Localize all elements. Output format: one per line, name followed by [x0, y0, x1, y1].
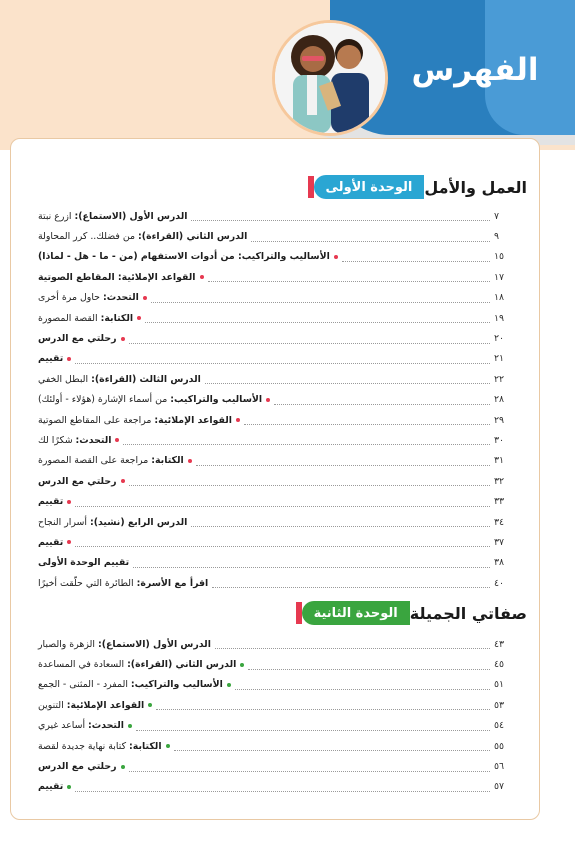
toc-row[interactable] [38, 736, 516, 756]
toc-entry-rest: أساعد غيري [38, 720, 89, 732]
toc-row[interactable] [38, 430, 516, 450]
toc-entry-title [38, 374, 201, 385]
toc-entry-lead: القواعد الإملائية: [66, 699, 145, 711]
page-number: ٤٠ [494, 577, 505, 589]
toc-entry-lead: الأساليب والتراكيب: [130, 679, 223, 691]
toc-entry-title [38, 435, 119, 446]
bullet-icon [266, 398, 270, 402]
dot-leader [342, 252, 490, 262]
toc-entry-rest: من فضلك.. كرر المحاولة [38, 231, 139, 243]
unit2-accent-bar [296, 602, 302, 624]
dot-leader [196, 456, 490, 466]
toc-entry-lead: الدرس الثاني (القراءة): [127, 659, 237, 671]
dot-leader [75, 782, 490, 792]
dot-leader [251, 232, 490, 242]
toc-row[interactable] [38, 247, 516, 267]
toc-row[interactable] [38, 675, 516, 695]
unit2-toc [38, 634, 516, 797]
page-number: ٣١ [494, 455, 505, 467]
toc-entry-lead: الكتابة: [151, 455, 184, 467]
toc-row[interactable] [38, 695, 516, 715]
toc-entry-title [38, 496, 71, 507]
toc-row[interactable] [38, 308, 516, 328]
dot-leader [191, 211, 490, 221]
toc-entry-rest: الزهرة والصبار [38, 638, 98, 650]
toc-entry-title [38, 251, 338, 262]
unit2-title: صفاتي الجميلة [409, 603, 527, 623]
toc-row[interactable] [38, 777, 516, 797]
unit1-accent-bar [308, 176, 314, 198]
toc-row[interactable] [38, 267, 516, 287]
toc-row[interactable] [38, 634, 516, 654]
toc-entry-lead: الدرس الأول (الاستماع): [97, 638, 211, 650]
toc-entry-lead: الأساليب والتراكيب: [170, 394, 263, 406]
dot-leader [136, 721, 490, 731]
toc-row[interactable] [38, 532, 516, 552]
page-number: ٥٤ [494, 720, 505, 732]
page-number: ٥٥ [494, 740, 505, 752]
page-number: ٥٣ [494, 699, 505, 711]
toc-entry-lead: رحلتي مع الدرس [38, 333, 117, 345]
dot-leader [123, 435, 490, 445]
page-number: ٥١ [494, 679, 505, 691]
toc-entry-title [38, 720, 132, 731]
toc-entry-lead: القواعد الإملائية: [154, 414, 232, 426]
toc-row[interactable] [38, 206, 516, 226]
toc-row[interactable] [38, 654, 516, 674]
toc-entry-lead: تقييم [38, 496, 64, 508]
bullet-icon [236, 418, 240, 422]
bullet-icon [227, 683, 231, 687]
toc-entry-title [38, 761, 125, 772]
page-number: ٤٥ [494, 659, 505, 671]
toc-row[interactable] [38, 471, 516, 491]
toc-entry-title [38, 333, 125, 344]
toc-entry-lead: الكتابة: [100, 312, 134, 324]
unit1-header [304, 174, 539, 200]
toc-entry-lead: تقييم [38, 536, 64, 548]
toc-entry-title [38, 578, 208, 589]
page-number: ٣٣ [494, 496, 505, 508]
page-number: ١٨ [494, 292, 505, 304]
toc-entry-rest: ازرع نبتة [38, 210, 75, 222]
page-number: ٣٠ [494, 434, 505, 446]
page-number: ٢٢ [494, 373, 505, 385]
toc-entry-lead: التحدث: [102, 292, 139, 304]
dot-leader [208, 272, 491, 282]
unit1-badge: الوحدة الأولى [314, 175, 425, 199]
toc-entry-lead: التحدث: [88, 720, 124, 732]
toc-row[interactable] [38, 756, 516, 776]
bullet-icon [143, 296, 147, 300]
toc-entry-title [38, 639, 211, 650]
toc-entry-lead: الدرس الثاني (القراءة): [138, 231, 248, 243]
dot-leader [75, 354, 490, 364]
dot-leader [129, 476, 490, 486]
toc-entry-lead: رحلتي مع الدرس [38, 761, 117, 773]
toc-entry-title [38, 292, 147, 303]
toc-entry-rest: أسرار النجاح [38, 516, 90, 528]
toc-entry-title [38, 557, 129, 568]
toc-entry-title [38, 476, 125, 487]
unit2-badge: الوحدة الثانية [302, 601, 410, 625]
toc-entry-title [38, 700, 152, 711]
toc-entry-title [38, 659, 244, 670]
toc-row[interactable] [38, 349, 516, 369]
page-number: ٣٢ [494, 475, 505, 487]
toc-entry-title [38, 679, 231, 690]
toc-entry-rest: القصة المصورة [38, 312, 101, 324]
toc-row[interactable] [38, 369, 516, 389]
page-number: ٢١ [494, 353, 505, 365]
toc-entry-title [38, 517, 187, 528]
bullet-icon [128, 724, 132, 728]
bullet-icon [67, 500, 71, 504]
toc-entry-lead: التحدث: [75, 434, 112, 446]
dot-leader [205, 374, 490, 384]
bullet-icon [121, 337, 125, 341]
dot-leader [151, 293, 490, 303]
page-number: ٥٧ [494, 781, 505, 793]
toc-entry-rest: المفرد - المثنى - الجمع [38, 679, 131, 691]
toc-entry-title [38, 537, 71, 548]
bullet-icon [240, 663, 244, 667]
toc-entry-lead: تقييم [38, 353, 64, 365]
toc-entry-title [38, 313, 141, 324]
toc-entry-rest: البطل الخفي [38, 373, 92, 385]
toc-entry-lead: القواعد الإملائية: المقاطع الصوتية [38, 271, 196, 283]
dot-leader [212, 578, 490, 588]
toc-entry-rest: كتابة نهاية جديدة لقصة [38, 740, 130, 752]
toc-entry-title [38, 353, 71, 364]
toc-row[interactable] [38, 390, 516, 410]
bullet-icon [148, 703, 152, 707]
bullet-icon [200, 275, 204, 279]
page-number: ٥٦ [494, 761, 505, 773]
toc-entry-lead: تقييم الوحدة الأولى [38, 557, 130, 569]
toc-row[interactable] [38, 288, 516, 308]
page-number: ٧ [494, 210, 500, 222]
toc-row[interactable] [38, 328, 516, 348]
dot-leader [75, 497, 490, 507]
toc-row[interactable] [38, 410, 516, 430]
toc-row[interactable] [38, 451, 516, 471]
toc-row[interactable] [38, 553, 516, 573]
toc-entry-title [38, 272, 204, 283]
dot-leader [191, 517, 490, 527]
toc-entry-lead: اقرأ مع الأسرة: [136, 577, 209, 589]
bullet-icon [67, 785, 71, 789]
toc-entry-title [38, 231, 247, 242]
toc-row[interactable] [38, 573, 516, 593]
children-photo [272, 20, 388, 136]
toc-entry-rest: حاول مرة أخرى [38, 292, 103, 304]
toc-entry-lead: رحلتي مع الدرس [38, 475, 117, 487]
page-number: ١٩ [494, 312, 505, 324]
unit2-header [292, 600, 539, 626]
toc-row[interactable] [38, 226, 516, 246]
dot-leader [274, 395, 490, 405]
dot-leader [133, 558, 490, 568]
page-number: ١٧ [494, 271, 505, 283]
toc-entry-lead: الكتابة: [129, 740, 162, 752]
toc-entry-rest: السعادة في المساعدة [38, 659, 128, 671]
toc-entry-title [38, 394, 270, 405]
unit1-toc [38, 206, 516, 593]
toc-entry-rest: التنوين [38, 699, 67, 711]
dot-leader [174, 741, 490, 751]
dot-leader [244, 415, 490, 425]
toc-entry-title [38, 415, 240, 426]
bullet-icon [67, 357, 71, 361]
toc-entry-lead: الدرس الثالث (القراءة): [91, 373, 201, 385]
page-number: ٣٧ [494, 536, 505, 548]
page-number: ٢٩ [494, 414, 505, 426]
toc-entry-title [38, 781, 71, 792]
toc-entry-rest: من أسماء الإشارة (هؤلاء - أولئك) [38, 394, 171, 406]
bullet-icon [115, 438, 119, 442]
toc-entry-lead: تقييم [38, 781, 64, 793]
page-number: ٣٤ [494, 516, 505, 528]
unit1-title: العمل والأمل [424, 177, 527, 197]
dot-leader [248, 660, 490, 670]
bullet-icon [166, 744, 170, 748]
dot-leader [75, 537, 490, 547]
toc-row[interactable] [38, 491, 516, 511]
bullet-icon [121, 479, 125, 483]
toc-entry-rest: الطائرة التي حلّقت أخيرًا [38, 577, 137, 589]
dot-leader [156, 700, 490, 710]
bullet-icon [334, 255, 338, 259]
bullet-icon [121, 765, 125, 769]
page-number: ٢٠ [494, 333, 505, 345]
toc-entry-rest: مراجعة على المقاطع الصوتية [38, 414, 155, 426]
toc-row[interactable] [38, 716, 516, 736]
dot-leader [215, 639, 490, 649]
toc-entry-lead: الدرس الأول (الاستماع): [74, 210, 188, 222]
page-number: ١٥ [494, 251, 505, 263]
page-number: ٣٨ [494, 557, 505, 569]
dot-leader [129, 334, 490, 344]
bullet-icon [137, 316, 141, 320]
bullet-icon [67, 540, 71, 544]
dot-leader [235, 680, 490, 690]
dot-leader [129, 762, 490, 772]
page-number: ٩ [494, 231, 500, 243]
page-title: الفهرس [411, 52, 539, 88]
toc-entry-lead: الدرس الرابع (نشيد): [89, 516, 188, 528]
toc-entry-lead: الأساليب والتراكيب: من أدوات الاستفهام (من - ما - هل - لماذا) [38, 251, 330, 263]
toc-row[interactable] [38, 512, 516, 532]
toc-entry-title [38, 455, 192, 466]
toc-entry-rest: مراجعة على القصة المصورة [38, 455, 152, 467]
toc-entry-title [38, 211, 187, 222]
page-number: ٢٨ [494, 394, 505, 406]
page-number: ٤٣ [494, 638, 505, 650]
toc-entry-rest: شكرًا لك [38, 434, 76, 446]
dot-leader [145, 313, 490, 323]
bullet-icon [188, 459, 192, 463]
toc-entry-title [38, 741, 170, 752]
